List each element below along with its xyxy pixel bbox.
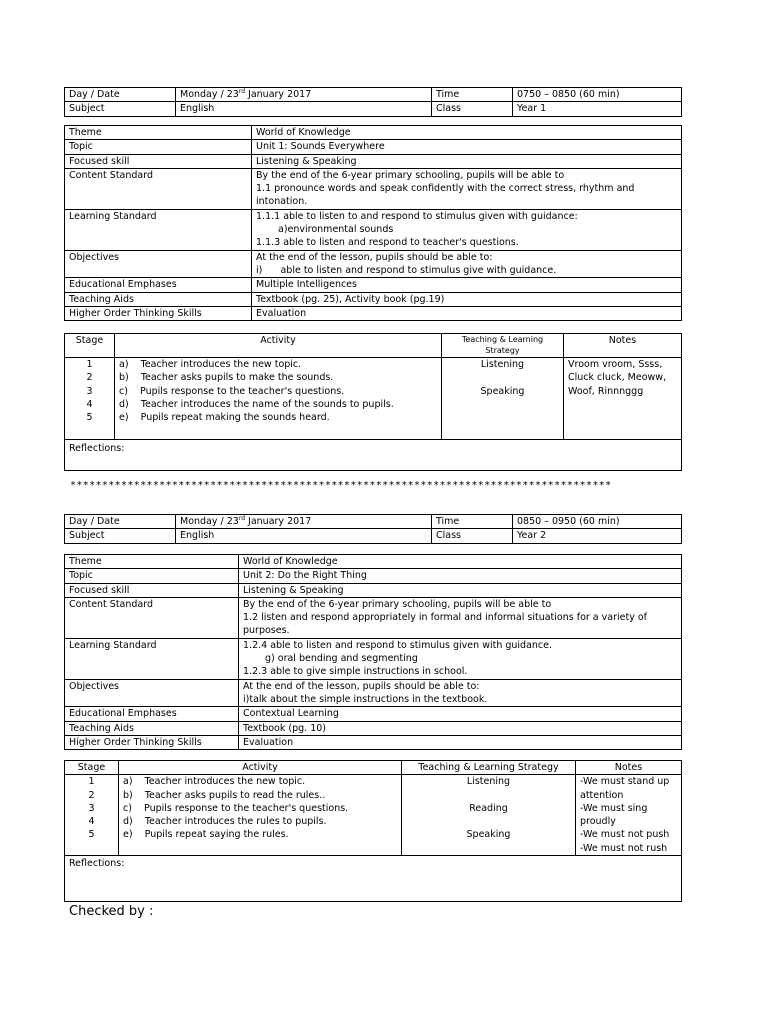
subject-label: Subject bbox=[65, 102, 176, 116]
hots-value: Evaluation bbox=[239, 735, 682, 749]
educational-emphases-value: Contextual Learning bbox=[239, 707, 682, 721]
content-standard-label: Content Standard bbox=[65, 168, 252, 209]
activity-item: a) Teacher introduces the new topic. bbox=[119, 359, 302, 370]
day-date-value: Monday / 23rd January 2017 bbox=[176, 88, 432, 102]
stage-number: 5 bbox=[88, 829, 95, 841]
objectives-value bbox=[252, 250, 682, 278]
class-value: Year 1 bbox=[513, 102, 682, 116]
reflections-label: Reflections: bbox=[65, 440, 682, 471]
topic-value: Unit 2: Do the Right Thing bbox=[239, 569, 682, 583]
learning-standard-line: 1.2.4 able to listen and respond to stimulus given with guidance. bbox=[243, 639, 553, 651]
activity-header: Activity bbox=[119, 761, 402, 775]
subject-value: English bbox=[176, 102, 432, 116]
stage-number: 4 bbox=[86, 398, 93, 410]
topic-label: Topic bbox=[65, 140, 252, 154]
activity-item: a) Teacher introduces the new topic. bbox=[123, 776, 306, 788]
note-line: proudly bbox=[580, 816, 616, 828]
stage-header: Stage bbox=[65, 334, 115, 358]
day-date-label: Day / Date bbox=[65, 88, 176, 102]
stage-column bbox=[65, 358, 115, 440]
class-label: Class bbox=[432, 102, 513, 116]
note-line: Woof, Rinnnggg bbox=[568, 385, 644, 397]
learning-standard-line: 1.1.3 able to listen and respond to teacher's questions. bbox=[256, 237, 519, 249]
activity-header: Activity bbox=[115, 334, 442, 358]
activity-item: d) Teacher introduces the rules to pupils. bbox=[123, 816, 327, 828]
objectives-line: i)talk about the simple instructions in the textbook. bbox=[243, 693, 488, 705]
educational-emphases-value: Multiple Intelligences bbox=[252, 278, 682, 292]
activity-item: e) Pupils repeat saying the rules. bbox=[123, 829, 289, 841]
reflections-label: Reflections: bbox=[65, 856, 682, 902]
teaching-aids-value: Textbook (pg. 10) bbox=[239, 721, 682, 735]
day-date-label: Day / Date bbox=[65, 515, 176, 529]
stage-number: 1 bbox=[86, 359, 93, 370]
time-value: 0750 – 0850 (60 min) bbox=[513, 88, 682, 102]
objectives-label: Objectives bbox=[65, 250, 252, 278]
lesson2-header-table bbox=[64, 514, 682, 544]
strategy-header: Teaching & Learning Strategy bbox=[442, 334, 564, 358]
strategy-item: Speaking bbox=[480, 385, 525, 397]
stage-number: 1 bbox=[88, 776, 95, 788]
objectives-value bbox=[239, 679, 682, 707]
activity-item: b) Teacher asks pupils to make the sounds. bbox=[119, 372, 334, 384]
stage-number: 5 bbox=[86, 412, 93, 424]
objectives-line: i) able to listen and respond to stimulus give with guidance. bbox=[256, 264, 557, 276]
note-line: -We must sing bbox=[580, 802, 648, 814]
activity-column bbox=[115, 358, 442, 440]
learning-standard-line: a)environmental sounds bbox=[278, 224, 394, 236]
lesson1-activity-table bbox=[64, 333, 682, 471]
activity-item: b) Teacher asks pupils to read the rules.. bbox=[123, 789, 326, 801]
content-standard-value bbox=[252, 168, 682, 209]
learning-standard-value bbox=[252, 209, 682, 250]
subject-value: English bbox=[176, 529, 432, 543]
strategy-column bbox=[402, 775, 576, 856]
stage-number: 2 bbox=[88, 789, 95, 801]
strategy-item: Listening bbox=[466, 776, 511, 788]
activity-item: c) Pupils response to the teacher's questions. bbox=[123, 802, 349, 814]
lesson2-details-table bbox=[64, 554, 682, 750]
topic-value: Unit 1: Sounds Everywhere bbox=[252, 140, 682, 154]
note-line: attention bbox=[580, 789, 624, 801]
note-line: -We must not push bbox=[580, 829, 670, 841]
learning-standard-value bbox=[239, 638, 682, 679]
content-standard-value bbox=[239, 597, 682, 638]
note-line: -We must not rush bbox=[580, 842, 668, 854]
lesson1-header-table bbox=[64, 87, 682, 117]
teaching-aids-label: Teaching Aids bbox=[65, 292, 252, 306]
time-label: Time bbox=[432, 515, 513, 529]
theme-label: Theme bbox=[65, 555, 239, 569]
learning-standard-line: 1.2.3 able to give simple instructions in school. bbox=[243, 666, 468, 678]
stage-number: 3 bbox=[86, 385, 93, 397]
strategy-item: Listening bbox=[480, 359, 525, 370]
notes-column bbox=[576, 775, 682, 856]
activity-column bbox=[119, 775, 402, 856]
time-label: Time bbox=[432, 88, 513, 102]
time-value: 0850 – 0950 (60 min) bbox=[513, 515, 682, 529]
content-standard-line: By the end of the 6-year primary schooling, pupils will be able to bbox=[256, 169, 565, 181]
activity-item: d) Teacher introduces the name of the sounds to pupils. bbox=[119, 398, 394, 410]
stage-number: 4 bbox=[88, 816, 95, 828]
note-line: -We must stand up bbox=[580, 776, 670, 788]
focused-skill-value: Listening & Speaking bbox=[239, 583, 682, 597]
note-line: Vroom vroom, Ssss, bbox=[568, 359, 663, 370]
focused-skill-label: Focused skill bbox=[65, 154, 252, 168]
learning-standard-line: 1.1.1 able to listen to and respond to stimulus given with guidance: bbox=[256, 210, 578, 222]
stage-header: Stage bbox=[65, 761, 119, 775]
teaching-aids-label: Teaching Aids bbox=[65, 721, 239, 735]
hots-label: Higher Order Thinking Skills bbox=[65, 735, 239, 749]
objectives-label: Objectives bbox=[65, 679, 239, 707]
hots-value: Evaluation bbox=[252, 306, 682, 320]
lesson1-details-table bbox=[64, 125, 682, 321]
educational-emphases-label: Educational Emphases bbox=[65, 278, 252, 292]
day-date-value: Monday / 23rd January 2017 bbox=[176, 515, 432, 529]
stage-column bbox=[65, 775, 119, 856]
theme-label: Theme bbox=[65, 126, 252, 140]
activity-item: e) Pupils repeat making the sounds heard. bbox=[119, 412, 330, 424]
content-standard-line: 1.1 pronounce words and speak confidently with the correct stress, rhythm and intonation. bbox=[256, 183, 635, 208]
focused-skill-value: Listening & Speaking bbox=[252, 154, 682, 168]
stage-number: 3 bbox=[88, 802, 95, 814]
strategy-header: Teaching & Learning Strategy bbox=[402, 761, 576, 775]
learning-standard-line: g) oral bending and segmenting bbox=[265, 653, 418, 665]
stage-number: 2 bbox=[86, 372, 93, 384]
strategy-item: Reading bbox=[469, 802, 508, 814]
content-standard-line: 1.2 listen and respond appropriately in formal and informal situations for a variety of purposes. bbox=[243, 612, 648, 637]
objectives-line: At the end of the lesson, pupils should be able to: bbox=[256, 251, 493, 263]
activity-item: c) Pupils response to the teacher's questions. bbox=[119, 385, 345, 397]
learning-standard-label: Learning Standard bbox=[65, 209, 252, 250]
teaching-aids-value: Textbook (pg. 25), Activity book (pg.19) bbox=[252, 292, 682, 306]
notes-header: Notes bbox=[564, 334, 682, 358]
educational-emphases-label: Educational Emphases bbox=[65, 707, 239, 721]
topic-label: Topic bbox=[65, 569, 239, 583]
theme-value: World of Knowledge bbox=[239, 555, 682, 569]
content-standard-line: By the end of the 6-year primary schooling, pupils will be able to bbox=[243, 598, 552, 610]
lesson2-activity-table bbox=[64, 760, 682, 902]
strategy-item: Speaking bbox=[466, 829, 511, 841]
notes-header: Notes bbox=[576, 761, 682, 775]
class-label: Class bbox=[432, 529, 513, 543]
strategy-column bbox=[442, 358, 564, 440]
theme-value: World of Knowledge bbox=[252, 126, 682, 140]
checked-by-label: Checked by : bbox=[69, 904, 154, 919]
separator-stars: ************************************************************************************* bbox=[70, 480, 612, 491]
hots-label: Higher Order Thinking Skills bbox=[65, 306, 252, 320]
note-line: Cluck cluck, Meoww, bbox=[568, 372, 667, 384]
focused-skill-label: Focused skill bbox=[65, 583, 239, 597]
content-standard-label: Content Standard bbox=[65, 597, 239, 638]
objectives-line: At the end of the lesson, pupils should be able to: bbox=[243, 680, 480, 692]
class-value: Year 2 bbox=[513, 529, 682, 543]
notes-column bbox=[564, 358, 682, 440]
learning-standard-label: Learning Standard bbox=[65, 638, 239, 679]
subject-label: Subject bbox=[65, 529, 176, 543]
